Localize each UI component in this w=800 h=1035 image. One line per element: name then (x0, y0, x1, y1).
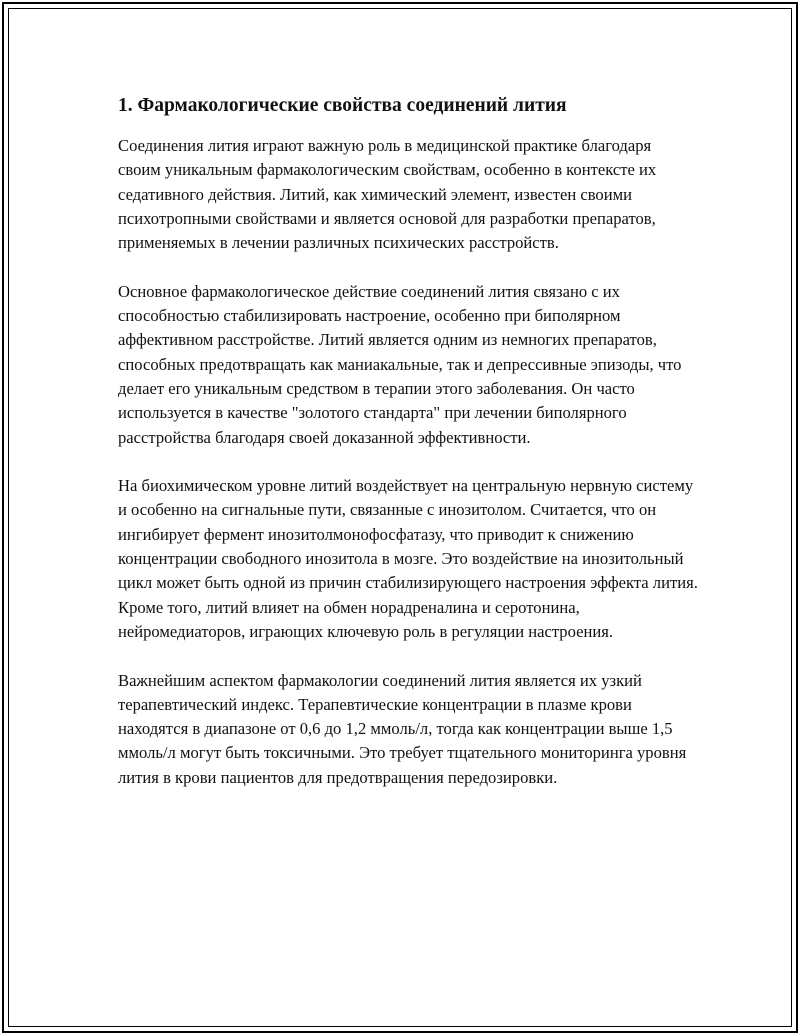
document-body (118, 92, 698, 814)
paragraph-1: Соединения лития играют важную роль в медицинской практике благодаря своим уникальным фармакологическим свойствам, особенно в контексте их седативного действия. Литий, как химический элемент, известен своими психотропными свойствами и является основой для разработки препаратов, применяемых в лечении различных психических расстройств. (118, 136, 657, 253)
paragraph-4: Важнейшим аспектом фармакологии соединений лития является их узкий терапевтический индекс. Терапевтические концентрации в плазме крови находятся в диапазоне от 0,6 до 1,2 ммоль/л, тогда как концентрации выше 1,5 ммоль/л могут быть токсичными. Это требует тщательного мониторинга уровня лития в крови пациентов для предотвращения передозировки. (118, 670, 687, 787)
paragraph-2: Основное фармакологическое действие соединений лития связано с их способностью стабилизировать настроение, особенно при биполярном аффективном расстройстве. Литий является одним из немногих препаратов, способных предотвращать как маниакальные, так и депрессивные эпизоды, что делает его уникальным средством в терапии этого заболевания. Он часто используется в качестве "золотого стандарта" при лечении биполярного расстройства благодаря своей доказанной эффективности. (118, 281, 682, 447)
paragraph-3: На биохимическом уровне литий воздействует на центральную нервную систему и особенно на сигнальные пути, связанные с инозитолом. Считается, что он ингибирует фермент инозитолмонофосфатазу, что приводит к снижению концентрации свободного инозитола в мозге. Это воздействие на инозитольный цикл может быть одной из причин стабилизирующего настроения эффекта лития. Кроме того, литий влияет на обмен норадреналина и серотонина, нейромедиаторов, играющих ключевую роль в регуляции настроения. (118, 476, 698, 641)
section-heading: 1. Фармакологические свойства соединений лития (118, 95, 567, 116)
